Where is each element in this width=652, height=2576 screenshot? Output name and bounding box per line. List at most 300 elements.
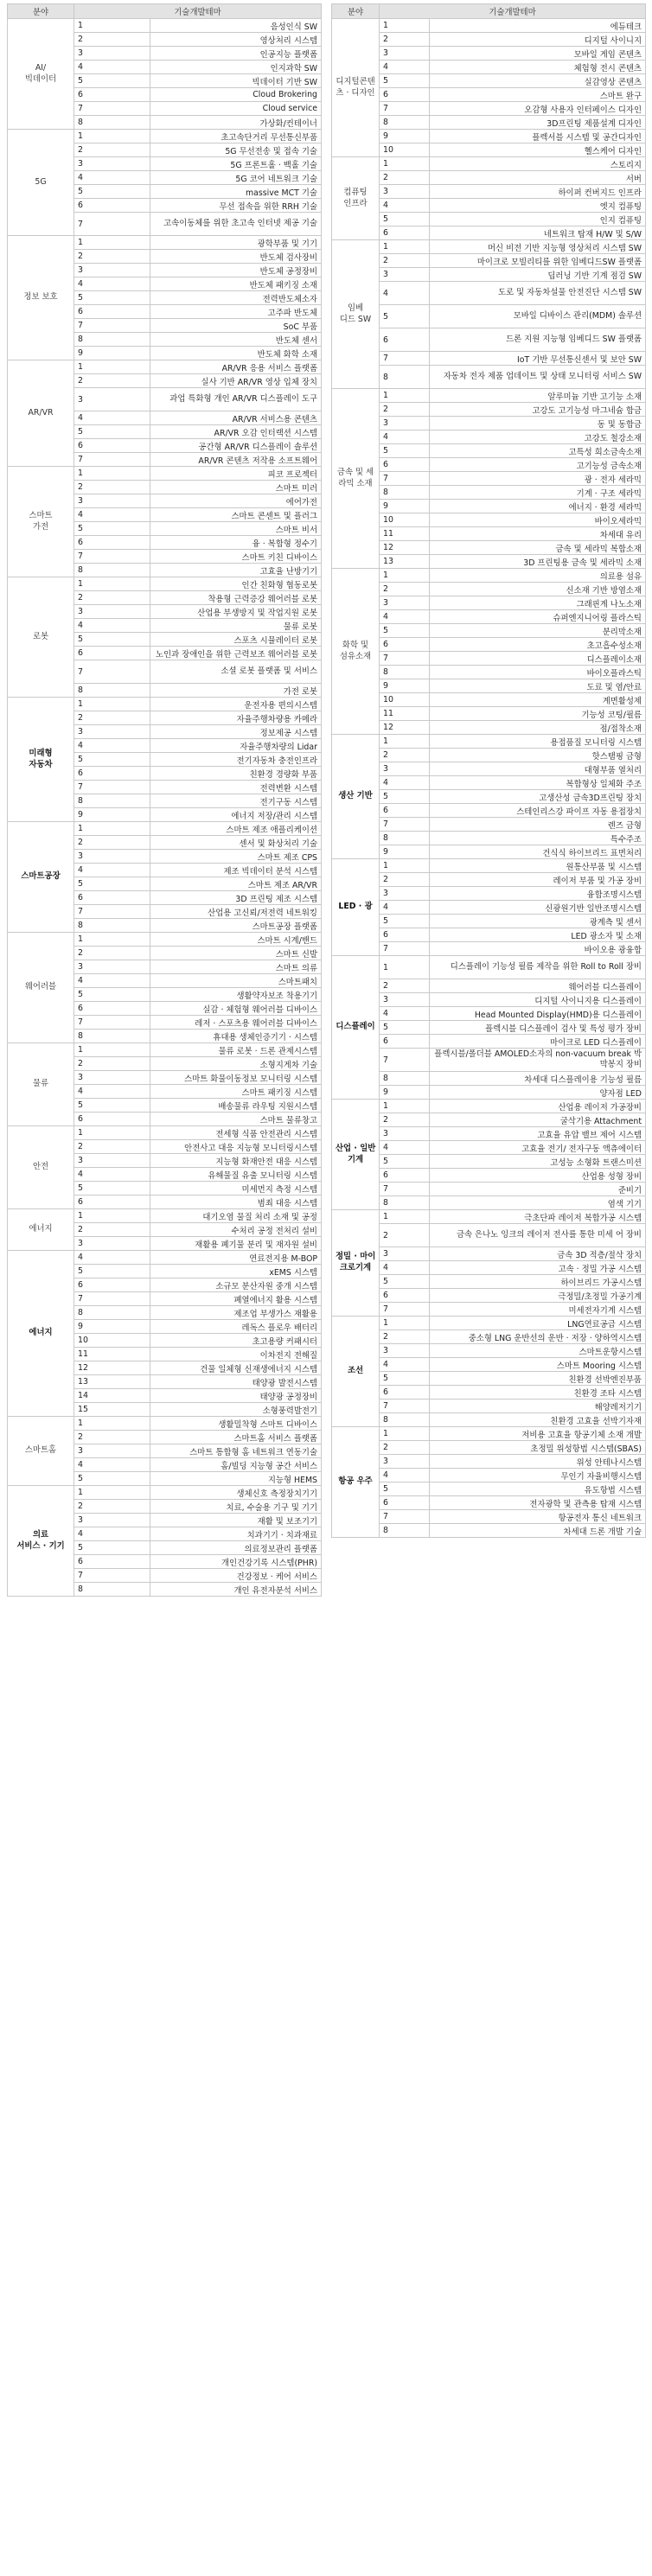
- item-number: 8: [74, 333, 150, 347]
- table-row: [332, 240, 646, 254]
- table-row: [332, 458, 646, 472]
- tech-theme: 도로 및 자동차설물 안전진단 시스템 SW: [430, 282, 646, 305]
- field-name: 의료 서비스 · 기기: [8, 1486, 74, 1597]
- field-name: 5G: [8, 130, 74, 236]
- item-number: 3: [74, 264, 150, 277]
- item-number: 4: [74, 619, 150, 633]
- table-row: [332, 1427, 646, 1441]
- field-name: 에너지: [8, 1209, 74, 1251]
- item-number: 3: [74, 1237, 150, 1251]
- table-row: [332, 1196, 646, 1210]
- item-number: 12: [380, 721, 430, 735]
- left-table-body: [8, 19, 322, 1597]
- item-number: 6: [380, 1496, 430, 1510]
- table-row: [332, 1035, 646, 1049]
- tech-theme: 물류 로봇 · 드론 관제시스템: [150, 1043, 322, 1057]
- item-number: 12: [74, 1361, 150, 1375]
- field-name: 로봇: [8, 577, 74, 698]
- item-number: 5: [74, 185, 150, 199]
- tech-theme: 고효율 난방기기: [150, 564, 322, 577]
- tech-theme: 위성 안테나시스템: [430, 1455, 646, 1469]
- item-number: 5: [380, 305, 430, 328]
- item-number: 1: [74, 822, 150, 836]
- item-number: 2: [74, 1140, 150, 1154]
- right-table: [331, 3, 646, 1538]
- table-row: [332, 1021, 646, 1035]
- table-row: [332, 979, 646, 993]
- item-number: 3: [74, 388, 150, 411]
- field-name: AI/ 빅데이터: [8, 19, 74, 130]
- tech-theme: 스마트 물류창고: [150, 1113, 322, 1126]
- item-number: 4: [380, 430, 430, 444]
- tech-theme: 스마트 Mooring 시스템: [430, 1358, 646, 1372]
- item-number: 4: [380, 199, 430, 213]
- item-number: 5: [380, 213, 430, 226]
- right-header-row: [332, 4, 646, 19]
- item-number: 3: [380, 762, 430, 776]
- item-number: 6: [74, 1196, 150, 1209]
- table-row: [8, 467, 322, 481]
- item-number: 6: [74, 439, 150, 453]
- item-number: 3: [74, 1071, 150, 1085]
- tech-theme: 태양광 공정장비: [150, 1389, 322, 1403]
- item-number: 8: [380, 832, 430, 845]
- tech-theme: 대기오염 물질 처리 소재 및 공정: [150, 1209, 322, 1223]
- tech-theme: 극초단파 레이저 복합가공 시스템: [430, 1210, 646, 1224]
- table-row: [332, 790, 646, 804]
- field-name: 스마트홈: [8, 1417, 74, 1486]
- item-number: 6: [380, 1169, 430, 1183]
- item-number: 8: [380, 1072, 430, 1086]
- table-row: [332, 33, 646, 47]
- item-number: 7: [74, 660, 150, 684]
- tech-theme: Cloud Brokering: [150, 88, 322, 102]
- item-number: 1: [74, 130, 150, 143]
- table-row: [332, 116, 646, 130]
- field-name: 정밀 · 마이 크로기계: [332, 1210, 380, 1317]
- item-number: 7: [74, 550, 150, 564]
- tech-theme: 유해물질 유출 모니터링 시스템: [150, 1168, 322, 1182]
- tech-theme: 스마트 콘센트 및 플러그: [150, 508, 322, 522]
- item-number: 3: [380, 47, 430, 61]
- table-row: [332, 366, 646, 389]
- left-table: [7, 3, 322, 1597]
- tech-theme: 복합형상 일체화 주조: [430, 776, 646, 790]
- tech-theme: 물류 로봇: [150, 619, 322, 633]
- tech-theme: 고생산성 금속3D프린팅 장치: [430, 790, 646, 804]
- field-name: 컴퓨팅 인프라: [332, 157, 380, 240]
- table-row: [332, 1049, 646, 1072]
- tech-theme: 계면활성제: [430, 693, 646, 707]
- item-number: 3: [74, 47, 150, 61]
- tech-theme: 디지털 사이니지: [430, 33, 646, 47]
- item-number: 4: [74, 974, 150, 988]
- item-number: 1: [380, 859, 430, 873]
- item-number: 8: [380, 1413, 430, 1427]
- item-number: 9: [380, 679, 430, 693]
- tech-theme: 수처리 공정 전처리 설비: [150, 1223, 322, 1237]
- tech-theme: 웨어러블 디스플레이: [430, 979, 646, 993]
- item-number: 6: [380, 804, 430, 818]
- item-number: 1: [380, 956, 430, 979]
- tech-theme: 반도체 화학 소재: [150, 347, 322, 360]
- item-number: 3: [74, 157, 150, 171]
- table-row: [332, 1210, 646, 1224]
- item-number: 4: [74, 277, 150, 291]
- tech-theme: 연료전지용 M-BOP: [150, 1251, 322, 1265]
- item-number: 9: [74, 808, 150, 822]
- item-number: 4: [74, 739, 150, 753]
- item-number: 2: [74, 1500, 150, 1514]
- table-row: [332, 762, 646, 776]
- tech-theme: 홈/빌딩 지능형 공간 서비스: [150, 1458, 322, 1472]
- table-row: [332, 171, 646, 185]
- item-number: 4: [380, 61, 430, 74]
- item-number: 8: [380, 666, 430, 679]
- table-row: [332, 638, 646, 652]
- tech-theme: 알루미늄 기반 고기능 소재: [430, 389, 646, 403]
- field-name: 조선: [332, 1317, 380, 1427]
- tech-theme: 반도체 공정장비: [150, 264, 322, 277]
- table-row: [332, 569, 646, 583]
- tech-theme: 고강도 고기능성 마그네슘 합금: [430, 403, 646, 417]
- table-row: [332, 74, 646, 88]
- table-row: [332, 693, 646, 707]
- tech-theme: AR/VR 오감 인터랙션 시스템: [150, 425, 322, 439]
- tech-theme: 자율주행차량의 Lidar: [150, 739, 322, 753]
- tech-theme: 디지털 사이니지용 디스플레이: [430, 993, 646, 1007]
- item-number: 3: [74, 960, 150, 974]
- table-row: [332, 268, 646, 282]
- item-number: 4: [380, 1469, 430, 1482]
- item-number: 2: [74, 711, 150, 725]
- table-row: [332, 1086, 646, 1100]
- tech-theme: 생활밀착형 스마트 디바이스: [150, 1417, 322, 1431]
- item-number: 7: [380, 1400, 430, 1413]
- tech-theme: 피코 프로젝터: [150, 467, 322, 481]
- table-row: [332, 666, 646, 679]
- item-number: 6: [74, 1113, 150, 1126]
- tech-theme: 스마트 시계/밴드: [150, 933, 322, 947]
- item-number: 4: [74, 864, 150, 877]
- item-number: 3: [74, 850, 150, 864]
- item-number: 3: [74, 725, 150, 739]
- item-number: 11: [74, 1348, 150, 1361]
- item-number: 7: [380, 652, 430, 666]
- tech-theme: 스포츠 시뮬레이터 로봇: [150, 633, 322, 647]
- table-row: [332, 873, 646, 887]
- item-number: 1: [380, 1100, 430, 1113]
- tech-theme: 머신 비전 기반 지능형 영상처리 시스템 SW: [430, 240, 646, 254]
- tech-theme: 노인과 장애인을 위한 근력보조 웨어러블 로봇: [150, 647, 322, 660]
- item-number: 7: [74, 1016, 150, 1030]
- tech-theme: 바이오용 광융합: [430, 942, 646, 956]
- tech-theme: 스마트 통합형 홈 네트워크 연동기술: [150, 1444, 322, 1458]
- item-number: 2: [380, 873, 430, 887]
- tech-theme: 바이오플라스틱: [430, 666, 646, 679]
- tech-theme: 마이크로 모빌리티를 위한 임베디드SW 플랫폼: [430, 254, 646, 268]
- tech-theme: 플렉시블 디스플레이 검사 및 특성 평가 장비: [430, 1021, 646, 1035]
- tech-theme: 해양레저기기: [430, 1400, 646, 1413]
- table-row: [332, 1289, 646, 1303]
- item-number: 4: [74, 1527, 150, 1541]
- item-number: 3: [380, 993, 430, 1007]
- tech-theme: 소규모 분산자원 중개 시스템: [150, 1278, 322, 1292]
- item-number: 6: [380, 638, 430, 652]
- item-number: 5: [74, 753, 150, 767]
- tech-theme: 센서 및 화상처리 기술: [150, 836, 322, 850]
- tech-theme: 렌즈 금형: [430, 818, 646, 832]
- table-row: [332, 1275, 646, 1289]
- tech-theme: LED 광소자 및 소재: [430, 928, 646, 942]
- tech-theme: 반도체 센서: [150, 333, 322, 347]
- tech-theme: 디스플레이소재: [430, 652, 646, 666]
- tech-theme: 체험형 전시 콘텐츠: [430, 61, 646, 74]
- item-number: 1: [380, 1427, 430, 1441]
- item-number: 2: [74, 591, 150, 605]
- table-row: [332, 157, 646, 171]
- table-row: [332, 19, 646, 33]
- item-number: 1: [74, 577, 150, 591]
- item-number: 1: [74, 360, 150, 374]
- tech-theme: 고효율 유압 밸브 제어 시스템: [430, 1127, 646, 1141]
- tech-theme: 플렉시블/폴더블 AMOLED소자의 non-vacuum break 박막봉지 장비: [430, 1049, 646, 1072]
- tech-theme: 폐열에너지 활용 시스템: [150, 1292, 322, 1306]
- tech-theme: 태양광 발전시스템: [150, 1375, 322, 1389]
- item-number: 8: [74, 1583, 150, 1597]
- item-number: 2: [380, 1224, 430, 1247]
- table-row: [332, 1413, 646, 1427]
- tech-theme: 스마트 제조 AR/VR: [150, 877, 322, 891]
- tech-theme: 개인 유전자분석 서비스: [150, 1583, 322, 1597]
- tech-theme: Head Mounted Display(HMD)용 디스플레이: [430, 1007, 646, 1021]
- table-row: [8, 577, 322, 591]
- table-row: [332, 1510, 646, 1524]
- tech-theme: 서버: [430, 171, 646, 185]
- tech-theme: 안전사고 대응 지능형 모니터링시스템: [150, 1140, 322, 1154]
- item-number: 4: [74, 508, 150, 522]
- tech-theme: 전력변환 시스템: [150, 781, 322, 794]
- item-number: 1: [74, 698, 150, 711]
- tech-theme: 양자점 LED: [430, 1086, 646, 1100]
- tech-theme: 굴삭기용 Attachment: [430, 1113, 646, 1127]
- item-number: 8: [380, 486, 430, 500]
- tech-theme: 스마트공장 플랫폼: [150, 919, 322, 933]
- table-row: [332, 1127, 646, 1141]
- item-number: 1: [380, 157, 430, 171]
- item-number: 3: [380, 596, 430, 610]
- field-name: 스마트공장: [8, 822, 74, 933]
- item-number: 7: [380, 818, 430, 832]
- item-number: 4: [380, 1007, 430, 1021]
- tech-theme: 원통산부품 및 시스템: [430, 859, 646, 873]
- tech-theme: 휴대용 생체인증기기 · 시스템: [150, 1030, 322, 1043]
- tech-theme: 소셜 로봇 플랫폼 및 서비스: [150, 660, 322, 684]
- item-number: 2: [380, 403, 430, 417]
- item-number: 3: [74, 1514, 150, 1527]
- item-number: 4: [74, 61, 150, 74]
- table-row: [332, 1372, 646, 1386]
- tech-theme: 스테인리스강 파이프 자동 용접장치: [430, 804, 646, 818]
- tech-theme: 고특성 희소금속소재: [430, 444, 646, 458]
- table-row: [332, 1169, 646, 1183]
- item-number: 1: [74, 467, 150, 481]
- table-row: [332, 88, 646, 102]
- tech-theme: 차세대 디스플레이용 기능성 필름: [430, 1072, 646, 1086]
- tech-theme: 재활용 폐기물 분리 및 재자원 설비: [150, 1237, 322, 1251]
- table-row: [332, 1482, 646, 1496]
- tech-theme: 범죄 대응 시스템: [150, 1196, 322, 1209]
- field-name: 스마트 가전: [8, 467, 74, 577]
- tech-theme: 스마트 제조 애플리케이션: [150, 822, 322, 836]
- table-row: [332, 254, 646, 268]
- table-row: [332, 352, 646, 366]
- tech-theme: 슈퍼엔지니어링 플라스틱: [430, 610, 646, 624]
- tech-theme: 고속이동체를 위한 초고속 인터넷 제공 기술: [150, 213, 322, 236]
- item-number: 1: [380, 735, 430, 749]
- item-number: 3: [380, 1127, 430, 1141]
- table-row: [332, 430, 646, 444]
- field-name: LED · 광: [332, 859, 380, 956]
- tech-theme: 소형풍력발전기: [150, 1403, 322, 1417]
- item-number: 1: [380, 1317, 430, 1330]
- tech-theme: AR/VR 서비스용 콘텐츠: [150, 411, 322, 425]
- tech-theme: 차세대 유리: [430, 527, 646, 541]
- tech-theme: 고강도 철강소재: [430, 430, 646, 444]
- tech-theme: 딥러닝 기반 기계 점검 SW: [430, 268, 646, 282]
- item-number: 13: [380, 555, 430, 569]
- item-number: 2: [380, 33, 430, 47]
- tech-theme: 고기능성 금속소재: [430, 458, 646, 472]
- table-row: [332, 652, 646, 666]
- tech-theme: 고성능 소형화 트랜스미션: [430, 1155, 646, 1169]
- tech-theme: Cloud service: [150, 102, 322, 116]
- tech-theme: 레독스 플로우 배터리: [150, 1320, 322, 1334]
- table-row: [8, 130, 322, 143]
- tech-theme: 자동차 전자 제품 업데이트 및 상태 모니터링 서비스 SW: [430, 366, 646, 389]
- item-number: 5: [74, 1265, 150, 1278]
- item-number: 4: [74, 1251, 150, 1265]
- table-row: [332, 1455, 646, 1469]
- table-row: [332, 928, 646, 942]
- item-number: 5: [380, 1275, 430, 1289]
- tech-theme: 정보제공 시스템: [150, 725, 322, 739]
- tech-theme: 인지과학 SW: [150, 61, 322, 74]
- table-row: [332, 845, 646, 859]
- item-number: 4: [380, 1358, 430, 1372]
- item-number: 6: [74, 647, 150, 660]
- table-row: [332, 1224, 646, 1247]
- tech-theme: 스마트홈 서비스 플랫폼: [150, 1431, 322, 1444]
- tech-theme: 인공지능 플랫폼: [150, 47, 322, 61]
- tech-theme: 무인기 자율비행시스템: [430, 1469, 646, 1482]
- item-number: 7: [74, 453, 150, 467]
- field-name: 항공 우주: [332, 1427, 380, 1538]
- field-name: AR/VR: [8, 360, 74, 467]
- tech-header: 기술개발테마: [380, 4, 646, 19]
- tech-theme: 음성인식 SW: [150, 19, 322, 33]
- item-number: 8: [74, 116, 150, 130]
- field-header: 분야: [8, 4, 74, 19]
- tech-theme: 기계 · 구조 세라믹: [430, 486, 646, 500]
- tech-theme: 친환경 조타 시스템: [430, 1386, 646, 1400]
- tech-theme: 빅데이터 기반 SW: [150, 74, 322, 88]
- table-row: [332, 185, 646, 199]
- table-row: [332, 1183, 646, 1196]
- table-row: [8, 19, 322, 33]
- table-row: [332, 1441, 646, 1455]
- tech-theme: 저비용 고효율 항공기체 소재 개발: [430, 1427, 646, 1441]
- tech-theme: 5G 프론트홀 · 백홀 기술: [150, 157, 322, 171]
- item-number: 7: [74, 781, 150, 794]
- tech-theme: 마이크로 LED 디스플레이: [430, 1035, 646, 1049]
- table-row: [332, 1496, 646, 1510]
- item-number: 5: [74, 1472, 150, 1486]
- table-row: [332, 213, 646, 226]
- tech-theme: 모바일 게임 콘텐츠: [430, 47, 646, 61]
- item-number: 3: [380, 417, 430, 430]
- tech-theme: 실감영상 콘텐츠: [430, 74, 646, 88]
- table-row: [8, 1251, 322, 1265]
- tech-theme: 하이퍼 컨버지드 인프라: [430, 185, 646, 199]
- tech-theme: IoT 기반 무선통신센서 및 보안 SW: [430, 352, 646, 366]
- table-row: [332, 942, 646, 956]
- table-row: [332, 541, 646, 555]
- item-number: 3: [74, 1444, 150, 1458]
- tech-theme: 치료, 수술용 기구 및 기기: [150, 1500, 322, 1514]
- item-number: 2: [380, 254, 430, 268]
- item-number: 7: [380, 942, 430, 956]
- item-number: 7: [380, 102, 430, 116]
- item-number: 5: [380, 624, 430, 638]
- table-row: [332, 1072, 646, 1086]
- tech-theme: 바이오세라믹: [430, 513, 646, 527]
- item-number: 6: [380, 1289, 430, 1303]
- tech-theme: 5G 코어 네트워크 기술: [150, 171, 322, 185]
- item-number: 6: [380, 1386, 430, 1400]
- table-row: [332, 61, 646, 74]
- tech-theme: 지능형 화재안전 대응 시스템: [150, 1154, 322, 1168]
- item-number: 7: [380, 1303, 430, 1317]
- tech-theme: 반도체 검사장비: [150, 250, 322, 264]
- tech-theme: 하이브리드 가공시스템: [430, 1275, 646, 1289]
- tech-theme: 의료용 섬유: [430, 569, 646, 583]
- tech-theme: 에너지 · 환경 세라믹: [430, 500, 646, 513]
- tech-theme: AR/VR 콘텐츠 저작용 소프트웨어: [150, 453, 322, 467]
- item-number: 3: [74, 605, 150, 619]
- item-number: 2: [74, 1431, 150, 1444]
- item-number: 6: [380, 928, 430, 942]
- tech-theme: 동 및 동합금: [430, 417, 646, 430]
- item-number: 1: [74, 1209, 150, 1223]
- item-number: 14: [74, 1389, 150, 1403]
- tech-theme: 배송물류 라우팅 지원시스템: [150, 1099, 322, 1113]
- item-number: 3: [380, 185, 430, 199]
- tech-theme: 산업용 레이저 가공장비: [430, 1100, 646, 1113]
- item-number: 7: [380, 472, 430, 486]
- field-name: 금속 및 세 라믹 소재: [332, 389, 380, 569]
- tech-theme: 모바일 디바이스 관리(MDM) 솔루션: [430, 305, 646, 328]
- table-row: [332, 305, 646, 328]
- tech-theme: 그래핀계 나노소재: [430, 596, 646, 610]
- tech-theme: 엣지 컴퓨팅: [430, 199, 646, 213]
- tech-theme: 초고속단거리 무선통신부품: [150, 130, 322, 143]
- item-number: 6: [380, 88, 430, 102]
- item-number: 4: [380, 282, 430, 305]
- table-row: [332, 130, 646, 143]
- table-row: [8, 1126, 322, 1140]
- field-name: 물류: [8, 1043, 74, 1126]
